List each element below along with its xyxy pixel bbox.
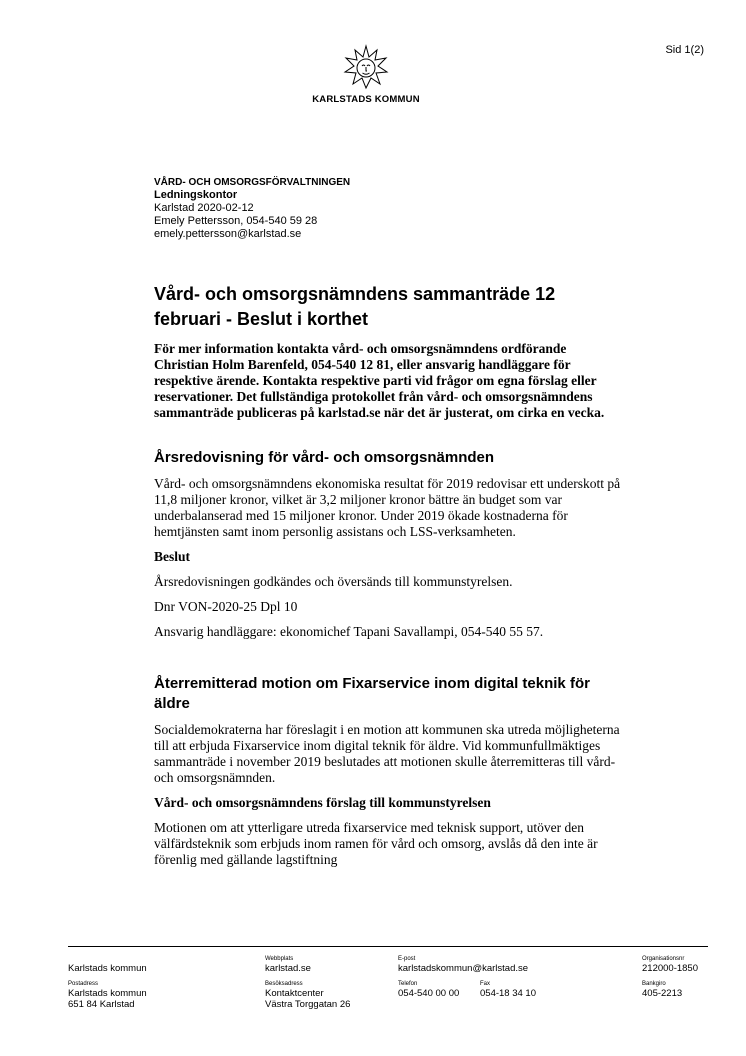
document-body <box>154 282 624 877</box>
proposal-text: Motionen om att ytterligare utreda fixarservice med teknisk support, utöver den välfärdsteknik som erbjuds inom ramen för vård och omsorg, avslås då den inte är förenlig med gällande lagstiftning <box>154 820 598 867</box>
document-intro: För mer information kontakta vård- och omsorgsnämndens ordförande Christian Holm Barenfeld, 054-540 12 81, eller ansvarig handläggare för respektive ärende. Kontakta respektive parti vid frågor om egna förslag eller reservationer. Det fullständiga protokollet från vård- och omsorgsnämndens sammanträde publiceras på karlstad.se när det är justerat, om cirka en vecka. <box>154 341 605 420</box>
section-body: Socialdemokraterna har föreslagit i en motion att kommunen ska utreda möjligheterna till att erbjuda Fixarservice inom digital teknik för äldre. Vid kommunfullmäktiges sammanträde i november 2019 beslutades att motionen skulle återremitteras till vård- och omsorgsnämnden. <box>154 722 620 785</box>
sender-organization: VÅRD- OCH OMSORGSFÖRVALTNINGEN <box>154 177 351 188</box>
sender-place-date: Karlstad 2020-02-12 <box>154 202 254 214</box>
footer-fax: Fax 054-18 34 10 <box>480 981 536 999</box>
municipality-logo <box>300 44 432 105</box>
logo-text: KARLSTADS KOMMUN <box>312 94 420 105</box>
section-heading: Årsredovisning för vård- och omsorgsnämnden <box>154 449 495 466</box>
section-body: Vård- och omsorgsnämndens ekonomiska resultat för 2019 redovisar ett underskott på 11,8 miljoner kronor, vilket är 3,2 miljoner kronor bättre än budget som var underbalanserad med 15 miljoner kronor. Under 2019 ökade kostnaderna för hemtjänsten samt inom personlig assistans och LSS-verksamheten. <box>154 476 621 539</box>
proposal-label: Vård- och omsorgsnämndens förslag till kommunstyrelsen <box>154 795 491 810</box>
footer-name: Karlstads kommun <box>68 963 147 974</box>
footer-postal-address: Postadress Karlstads kommun 651 84 Karlstad <box>68 981 147 1010</box>
footer-website: Webbplats karlstad.se <box>265 956 311 974</box>
decision-label: Beslut <box>154 549 191 564</box>
sender-email: emely.pettersson@karlstad.se <box>154 228 302 240</box>
sun-emblem-icon <box>343 44 389 90</box>
section-motion <box>154 674 624 868</box>
sender-block <box>154 176 350 241</box>
page-number: Sid 1(2) <box>665 44 704 56</box>
sender-office: Ledningskontor <box>154 189 238 201</box>
case-number: Dnr VON-2020-25 Dpl 10 <box>154 599 298 614</box>
section-annual-report <box>154 448 624 640</box>
footer-visiting-address: Besöksadress Kontaktcenter Västra Torggatan 26 <box>265 981 351 1010</box>
footer-email: E-post karlstadskommun@karlstad.se <box>398 956 529 974</box>
footer-orgnr: Organisationsnr 212000-1850 <box>642 956 698 974</box>
responsible-officer: Ansvarig handläggare: ekonomichef Tapani Savallampi, 054-540 55 57. <box>154 624 544 639</box>
section-heading: Återremitterad motion om Fixarservice inom digital teknik för äldre <box>154 675 590 712</box>
footer-bankgiro: Bankgiro 405-2213 <box>642 981 683 999</box>
footer-phone: Telefon 054-540 00 00 <box>398 981 460 999</box>
document-title: Vård- och omsorgsnämndens sammanträde 12 februari - Beslut i korthet <box>154 284 556 329</box>
footer-divider <box>68 946 708 947</box>
sender-contact: Emely Pettersson, 054-540 59 28 <box>154 215 318 227</box>
decision-text: Årsredovisningen godkändes och översänds till kommunstyrelsen. <box>154 574 513 589</box>
